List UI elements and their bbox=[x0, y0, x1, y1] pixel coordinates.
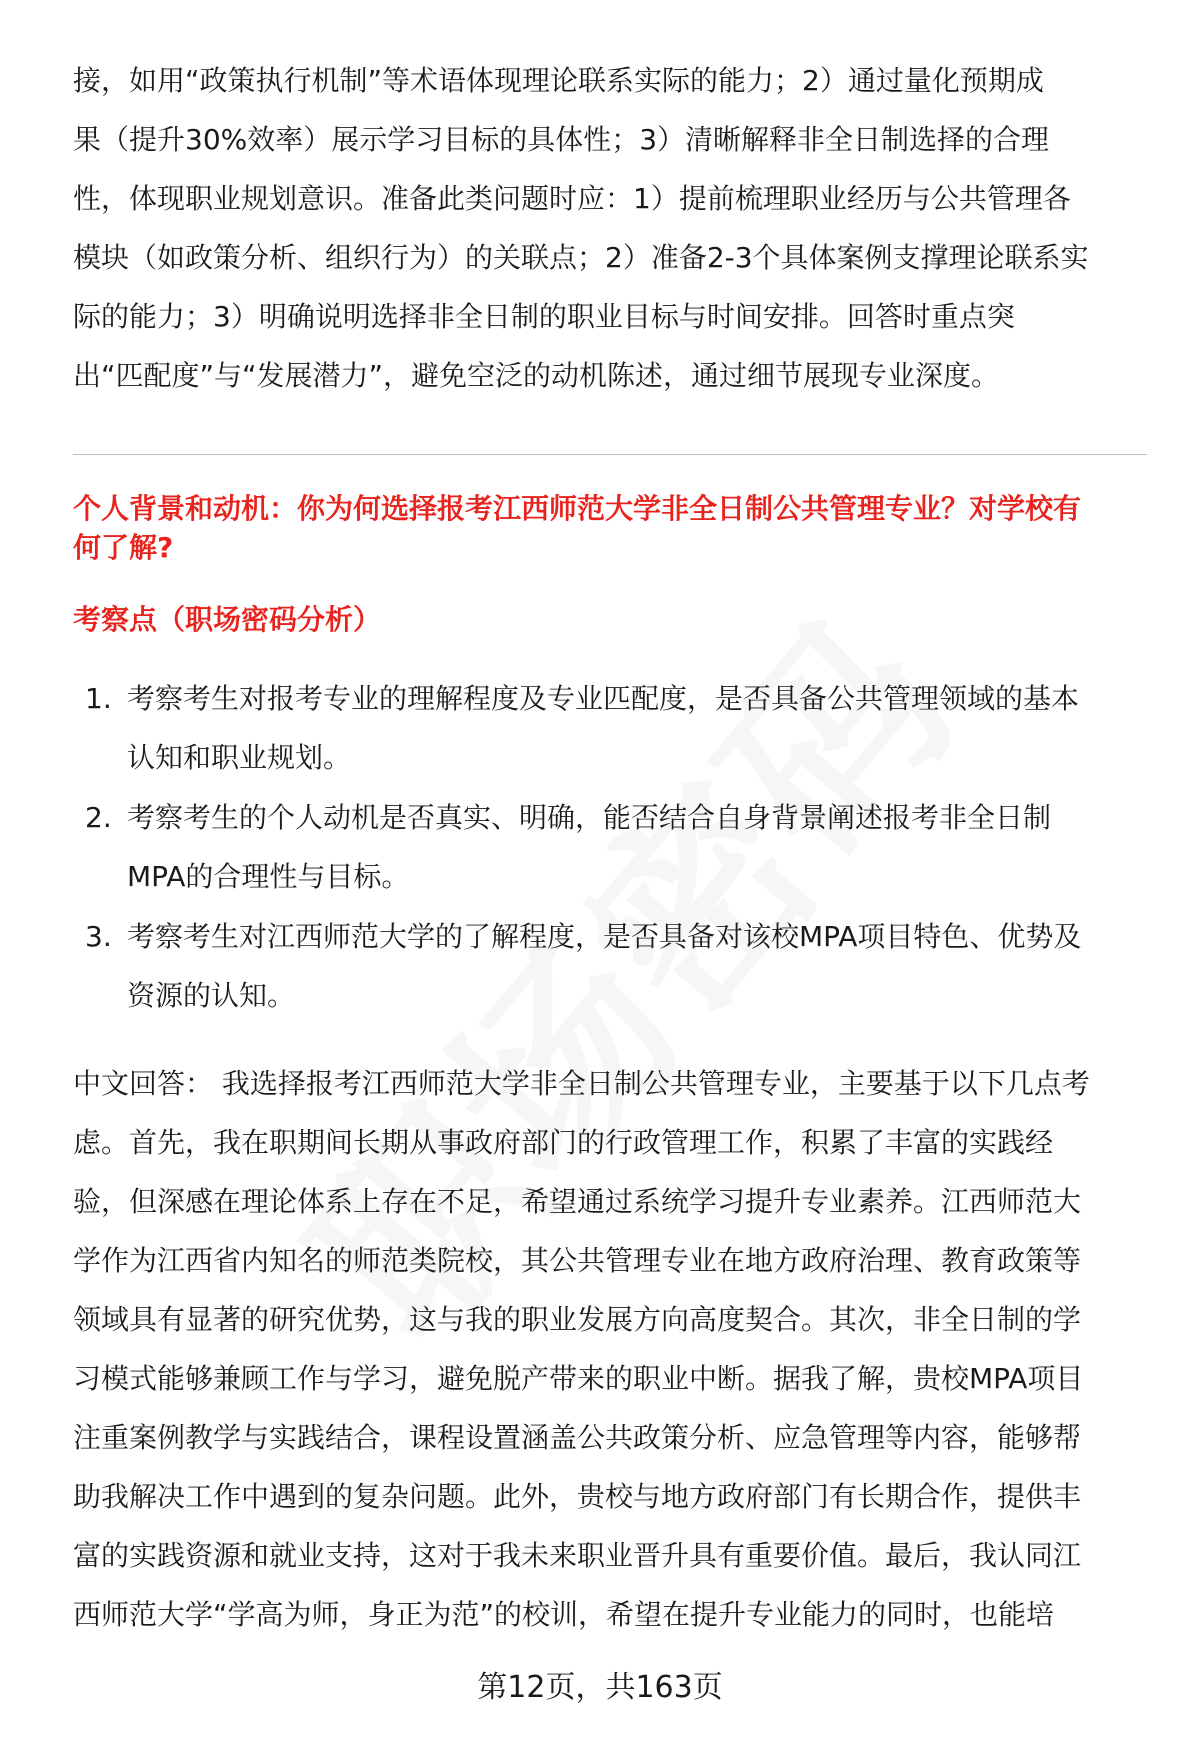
text-line: 领域具有显著的研究优势，这与我的职业发展方向高度契合。其次，非全日制的学 bbox=[73, 1303, 1082, 1336]
text-line: 模块（如政策分析、组织行为）的关联点；2）准备2-3个具体案例支撑理论联系实 bbox=[73, 241, 1089, 274]
question-line: 个人背景和动机：你为何选择报考江西师范大学非全日制公共管理专业？对学校有 bbox=[73, 492, 1082, 525]
text-line: 出“匹配度”与“发展潜力”，避免空泛的动机陈述，通过细节展现专业深度。 bbox=[73, 359, 1000, 392]
text-line: 学作为江西省内知名的师范类院校，其公共管理专业在地方政府治理、教育政策等 bbox=[73, 1244, 1082, 1277]
divider bbox=[73, 454, 1147, 455]
list-number: 3. bbox=[85, 920, 112, 953]
list-number: 2. bbox=[85, 801, 112, 834]
question-line: 何了解? bbox=[73, 531, 174, 564]
text-line: 虑。首先，我在职期间长期从事政府部门的行政管理工作，积累了丰富的实践经 bbox=[73, 1126, 1054, 1159]
list-item-line: 资源的认知。 bbox=[127, 979, 296, 1012]
page-number: 第12页，共163页 bbox=[477, 1670, 723, 1705]
text-line: 果（提升30%效率）展示学习目标的具体性；3）清晰解释非全日制选择的合理 bbox=[73, 123, 1050, 156]
list-number: 1. bbox=[85, 682, 112, 715]
text-line: 富的实践资源和就业支持，这对于我未来职业晋升具有重要价值。最后，我认同江 bbox=[73, 1539, 1082, 1572]
text-line: 西师范大学“学高为师，身正为范”的校训，希望在提升专业能力的同时，也能培 bbox=[73, 1598, 1055, 1631]
list-item-line: 考察考生对江西师范大学的了解程度，是否具备对该校MPA项目特色、优势及 bbox=[127, 920, 1082, 953]
list-item-line: 认知和职业规划。 bbox=[127, 741, 352, 774]
list-item-line: 考察考生对报考专业的理解程度及专业匹配度，是否具备公共管理领域的基本 bbox=[127, 682, 1080, 715]
list-item-line: MPA的合理性与目标。 bbox=[127, 860, 410, 893]
list-item-line: 考察考生的个人动机是否真实、明确，能否结合自身背景阐述报考非全日制 bbox=[127, 801, 1052, 834]
text-line: 助我解决工作中遇到的复杂问题。此外，贵校与地方政府部门有长期合作，提供丰 bbox=[73, 1480, 1082, 1513]
text-line: 际的能力；3）明确说明选择非全日制的职业目标与时间安排。回答时重点突 bbox=[73, 300, 1015, 333]
text-line: 中文回答： 我选择报考江西师范大学非全日制公共管理专业，主要基于以下几点考 bbox=[73, 1067, 1090, 1100]
text-line: 接，如用“政策执行机制”等术语体现理论联系实际的能力；2）通过量化预期成 bbox=[73, 64, 1044, 97]
text-line: 注重案例教学与实践结合，课程设置涵盖公共政策分析、应急管理等内容，能够帮 bbox=[73, 1421, 1082, 1454]
text-line: 验，但深感在理论体系上存在不足，希望通过系统学习提升专业素养。江西师范大 bbox=[73, 1185, 1082, 1218]
text-line: 性，体现职业规划意识。准备此类问题时应：1）提前梳理职业经历与公共管理各 bbox=[73, 182, 1071, 215]
text-line: 习模式能够兼顾工作与学习，避免脱产带来的职业中断。据我了解，贵校MPA项目 bbox=[73, 1362, 1084, 1395]
section-heading: 考察点（职场密码分析） bbox=[73, 603, 382, 636]
